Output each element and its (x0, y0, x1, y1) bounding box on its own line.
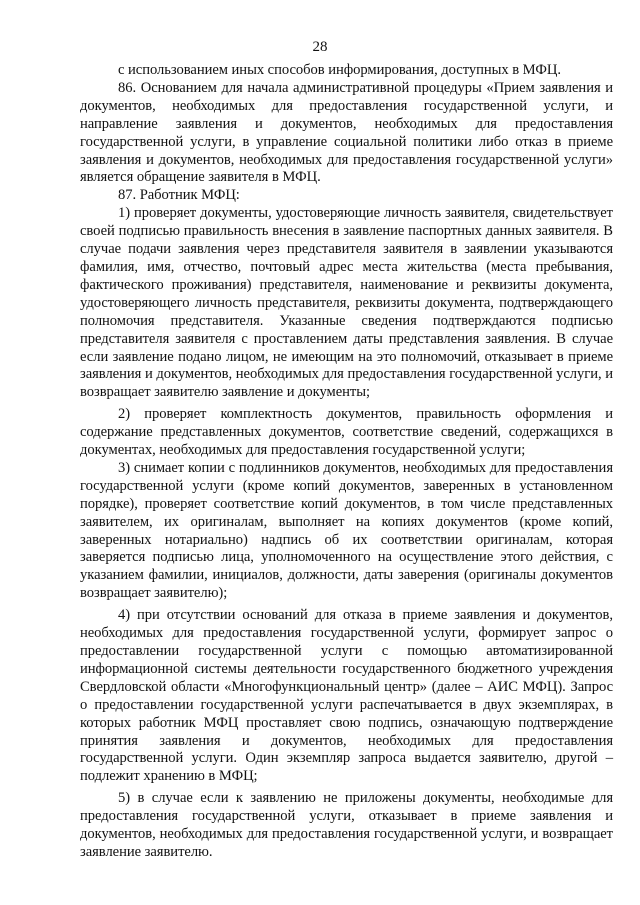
list-item-5: 5) в случае если к заявлению не приложены документы, необходимые для предоставления государственной услуги, отказывает в приеме заявления и документов, необходимых для предоставления государственной услуги, и возвращает заявление заявителю. (80, 790, 613, 860)
list-item-3: 3) снимает копии с подлинников документов, необходимых для предоставления государственной услуги (кроме копий документов, заверенных в установленном порядке), проверяет соответствие копий документов, в том числе представленных заявителем, их оригиналам, выполняет на копиях документов (кроме копий, заверенных нотариально) надпись об их соответствии оригиналам, которая заверяется подписью лица, уполномоченного на осуществление этого действия, с указанием фамилии, инициалов, должности, даты заверения (оригиналы документов возвращает заявителю); (80, 459, 613, 602)
list-item-4: 4) при отсутствии оснований для отказа в приеме заявления и документов, необходимых для предоставления государственной услуги, формирует запрос о предоставлении государственной услуги с помощью автоматизированной информационной системы деятельности государственного бюджетного учреждения Свердловской области «Многофункциональный центр» (далее – АИС МФЦ). Запрос о предоставлении государственной услуги распечатывается в двух экземплярах, в которых работник МФЦ проставляет свою подпись, означающую подтверждение принятия заявления и документов, необходимых для предоставления государственной услуги. Один экземпляр запроса выдается заявителю, другой – подлежит хранению в МФЦ; (80, 607, 613, 785)
paragraph-continuation: с использованием иных способов информирования, доступных в МФЦ. (118, 62, 561, 78)
document-body (80, 62, 613, 862)
list-item-2: 2) проверяет комплектность документов, правильность оформления и содержание представленных документов, соответствие сведений, содержащихся в документах, необходимых для предоставления государственной услуги; (80, 406, 613, 459)
paragraph-87: 87. Работник МФЦ: (118, 187, 240, 204)
page-number: 28 (312, 39, 328, 55)
list-item-1: 1) проверяет документы, удостоверяющие личность заявителя, свидетельствует своей подписью правильность внесения в заявление паспортных данных заявителя. В случае подачи заявления через представителя заявителя в заявлении указываются фамилия, имя, отчество, почтовый адрес места жительства (места пребывания, фактического проживания) представителя, наименование и реквизиты документа, удостоверяющего личность представителя, реквизиты документа, подтверждающего полномочия представителя. Указанные сведения подтверждаются подписью представителя заявителя с проставлением даты представления заявления. В случае если заявление подано лицом, не имеющим на это полномочий, отказывает в приеме заявления и документов, необходимых для предоставления государственной услуги, и возвращает заявителю заявление и документы; (80, 205, 613, 401)
paragraph-86: 86. Основанием для начала административной процедуры «Прием заявления и документов, необходимых для предоставления государственной услуги, и направление заявления и документов, необходимых для предоставления государственной услуги, в управление социальной политики либо отказ в приеме заявления и документов, необходимых для предоставления государственной услуги» является обращение заявителя в МФЦ. (80, 79, 613, 186)
